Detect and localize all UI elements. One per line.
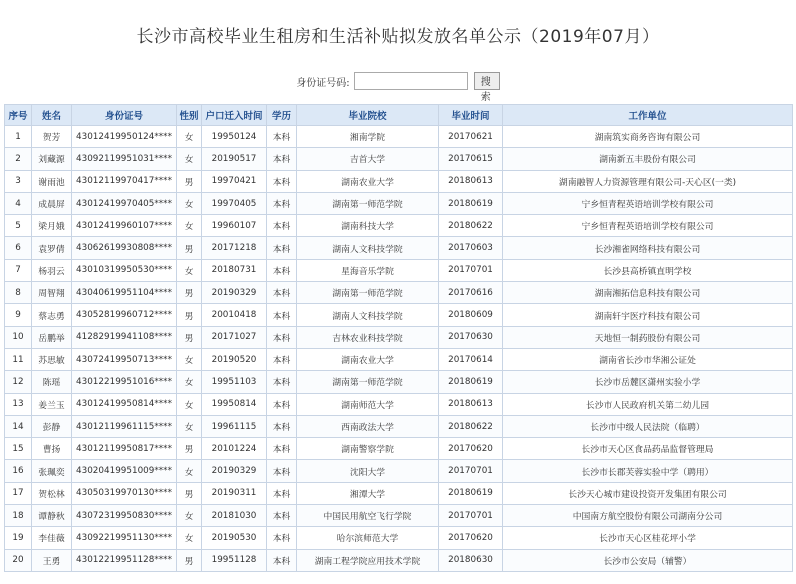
cell-index: 6 [5, 237, 32, 259]
cell-degree: 本科 [267, 237, 297, 259]
cell-school: 吉林农业科技学院 [297, 326, 439, 348]
cell-gender: 女 [177, 348, 202, 370]
cell-id: 43092219951130**** [72, 527, 177, 549]
cell-grad-date: 20180619 [439, 192, 503, 214]
cell-hukou-date: 19970405 [202, 192, 267, 214]
table-row [5, 259, 793, 281]
cell-grad-date: 20180630 [439, 549, 503, 571]
cell-school: 湖南第一师范学院 [297, 282, 439, 304]
cell-gender: 女 [177, 148, 202, 170]
cell-name: 曹扬 [32, 438, 72, 460]
cell-school: 湖南工程学院应用技术学院 [297, 549, 439, 571]
cell-degree: 本科 [267, 348, 297, 370]
cell-degree: 本科 [267, 549, 297, 571]
cell-employer: 湖南省长沙市华湘公证处 [503, 348, 793, 370]
cell-degree: 本科 [267, 527, 297, 549]
cell-degree: 本科 [267, 460, 297, 482]
cell-index: 17 [5, 482, 32, 504]
cell-school: 湖南师范大学 [297, 393, 439, 415]
cell-gender: 男 [177, 549, 202, 571]
cell-degree: 本科 [267, 192, 297, 214]
cell-hukou-date: 19951103 [202, 371, 267, 393]
search-bar [0, 70, 796, 103]
cell-grad-date: 20170621 [439, 126, 503, 148]
table-row [5, 282, 793, 304]
cell-index: 16 [5, 460, 32, 482]
cell-index: 3 [5, 170, 32, 192]
cell-hukou-date: 19961115 [202, 415, 267, 437]
cell-id: 43012119970417**** [72, 170, 177, 192]
cell-grad-date: 20170701 [439, 460, 503, 482]
cell-employer: 长沙市岳麓区潇州实验小学 [503, 371, 793, 393]
cell-gender: 女 [177, 259, 202, 281]
cell-name: 梁月娥 [32, 215, 72, 237]
cell-grad-date: 20170701 [439, 259, 503, 281]
cell-id: 43020419951009**** [72, 460, 177, 482]
cell-school: 湖南警察学院 [297, 438, 439, 460]
cell-name: 袁罗倩 [32, 237, 72, 259]
cell-index: 13 [5, 393, 32, 415]
cell-hukou-date: 20171027 [202, 326, 267, 348]
cell-grad-date: 20170630 [439, 326, 503, 348]
cell-school: 湖南人文科技学院 [297, 304, 439, 326]
cell-employer: 长沙市长郡芙蓉实验中学（聘用） [503, 460, 793, 482]
cell-id: 43012419970405**** [72, 192, 177, 214]
cell-grad-date: 20180622 [439, 415, 503, 437]
cell-grad-date: 20180613 [439, 393, 503, 415]
cell-hukou-date: 20190311 [202, 482, 267, 504]
cell-index: 9 [5, 304, 32, 326]
col-header-name: 姓名 [32, 105, 72, 126]
cell-school: 星海音乐学院 [297, 259, 439, 281]
table-header-row [5, 105, 793, 126]
cell-id: 43012419960107**** [72, 215, 177, 237]
cell-name: 岳鹏举 [32, 326, 72, 348]
cell-id: 43012219951016**** [72, 371, 177, 393]
cell-employer: 湖南新五丰股份有限公司 [503, 148, 793, 170]
table-row [5, 549, 793, 571]
cell-gender: 男 [177, 438, 202, 460]
col-header-employer: 工作单位 [503, 105, 793, 126]
cell-employer: 长沙天心城市建设投资开发集团有限公司 [503, 482, 793, 504]
col-header-index: 序号 [5, 105, 32, 126]
cell-id: 43012419950124**** [72, 126, 177, 148]
cell-name: 贺松林 [32, 482, 72, 504]
cell-index: 20 [5, 549, 32, 571]
table-row [5, 192, 793, 214]
cell-school: 中国民用航空飞行学院 [297, 505, 439, 527]
cell-employer: 长沙市天心区食品药品监督管理局 [503, 438, 793, 460]
cell-employer: 长沙市人民政府机关第二幼儿园 [503, 393, 793, 415]
cell-school: 湖南人文科技学院 [297, 237, 439, 259]
cell-employer: 湖南轩宇医疗科技有限公司 [503, 304, 793, 326]
cell-id: 43040619951104**** [72, 282, 177, 304]
cell-name: 陈瑶 [32, 371, 72, 393]
col-header-id: 身份证号 [72, 105, 177, 126]
cell-name: 李佳薇 [32, 527, 72, 549]
cell-hukou-date: 19950124 [202, 126, 267, 148]
cell-hukou-date: 20101224 [202, 438, 267, 460]
col-header-grad-date: 毕业时间 [439, 105, 503, 126]
table-row [5, 527, 793, 549]
cell-school: 吉首大学 [297, 148, 439, 170]
table-row [5, 326, 793, 348]
cell-id: 43092119951031**** [72, 148, 177, 170]
table-row [5, 304, 793, 326]
cell-id: 43050319970130**** [72, 482, 177, 504]
cell-index: 18 [5, 505, 32, 527]
cell-id: 43052819960712**** [72, 304, 177, 326]
cell-name: 谭静秋 [32, 505, 72, 527]
cell-index: 11 [5, 348, 32, 370]
cell-employer: 天地恒一制药股份有限公司 [503, 326, 793, 348]
cell-hukou-date: 19970421 [202, 170, 267, 192]
cell-degree: 本科 [267, 326, 297, 348]
cell-grad-date: 20170620 [439, 438, 503, 460]
cell-grad-date: 20170603 [439, 237, 503, 259]
cell-index: 10 [5, 326, 32, 348]
cell-name: 周智翔 [32, 282, 72, 304]
cell-school: 西南政法大学 [297, 415, 439, 437]
cell-id: 43010319950530**** [72, 259, 177, 281]
cell-id: 43012219951128**** [72, 549, 177, 571]
cell-gender: 男 [177, 304, 202, 326]
cell-hukou-date: 19960107 [202, 215, 267, 237]
col-header-hukou-date: 户口迁入时间 [202, 105, 267, 126]
cell-grad-date: 20170616 [439, 282, 503, 304]
cell-degree: 本科 [267, 482, 297, 504]
cell-index: 14 [5, 415, 32, 437]
cell-hukou-date: 19950814 [202, 393, 267, 415]
id-number-input[interactable] [354, 72, 468, 90]
cell-employer: 长沙县高桥镇直明学校 [503, 259, 793, 281]
cell-id: 43012119961115**** [72, 415, 177, 437]
cell-hukou-date: 20190329 [202, 282, 267, 304]
cell-name: 贺芳 [32, 126, 72, 148]
cell-index: 1 [5, 126, 32, 148]
cell-name: 张珮奕 [32, 460, 72, 482]
table-row [5, 393, 793, 415]
cell-school: 湖南农业大学 [297, 170, 439, 192]
cell-employer: 宁乡恒青程英语培训学校有限公司 [503, 215, 793, 237]
cell-degree: 本科 [267, 371, 297, 393]
cell-hukou-date: 20010418 [202, 304, 267, 326]
table-row [5, 148, 793, 170]
cell-hukou-date: 20171218 [202, 237, 267, 259]
cell-id: 43062619930808**** [72, 237, 177, 259]
cell-grad-date: 20180613 [439, 170, 503, 192]
cell-hukou-date: 20190329 [202, 460, 267, 482]
cell-degree: 本科 [267, 393, 297, 415]
cell-name: 姜兰玉 [32, 393, 72, 415]
table-row [5, 482, 793, 504]
cell-school: 湖南第一师范学院 [297, 192, 439, 214]
cell-employer: 湖南融智人力资源管理有限公司-天心区(一类) [503, 170, 793, 192]
cell-school: 哈尔滨师范大学 [297, 527, 439, 549]
table-row [5, 126, 793, 148]
cell-grad-date: 20180609 [439, 304, 503, 326]
table-row [5, 505, 793, 527]
cell-index: 12 [5, 371, 32, 393]
cell-name: 谢雨池 [32, 170, 72, 192]
page-title: 长沙市高校毕业生租房和生活补贴拟发放名单公示（2019年07月） [136, 27, 660, 47]
cell-gender: 女 [177, 505, 202, 527]
cell-index: 7 [5, 259, 32, 281]
cell-hukou-date: 20181030 [202, 505, 267, 527]
cell-id: 43012419950814**** [72, 393, 177, 415]
col-header-gender: 性别 [177, 105, 202, 126]
table-row [5, 371, 793, 393]
cell-grad-date: 20170701 [439, 505, 503, 527]
cell-grad-date: 20170615 [439, 148, 503, 170]
table-row [5, 415, 793, 437]
cell-degree: 本科 [267, 282, 297, 304]
cell-gender: 女 [177, 527, 202, 549]
cell-index: 19 [5, 527, 32, 549]
cell-degree: 本科 [267, 304, 297, 326]
cell-gender: 男 [177, 282, 202, 304]
cell-gender: 男 [177, 237, 202, 259]
cell-index: 4 [5, 192, 32, 214]
cell-hukou-date: 20180731 [202, 259, 267, 281]
cell-degree: 本科 [267, 438, 297, 460]
col-header-school: 毕业院校 [297, 105, 439, 126]
cell-name: 成晨屏 [32, 192, 72, 214]
cell-index: 5 [5, 215, 32, 237]
cell-gender: 男 [177, 326, 202, 348]
table-row [5, 438, 793, 460]
table-row [5, 460, 793, 482]
search-button[interactable]: 搜 索 [474, 72, 500, 90]
cell-gender: 男 [177, 170, 202, 192]
cell-gender: 女 [177, 415, 202, 437]
cell-index: 2 [5, 148, 32, 170]
cell-name: 王勇 [32, 549, 72, 571]
cell-degree: 本科 [267, 259, 297, 281]
cell-grad-date: 20180619 [439, 371, 503, 393]
cell-id: 43072319950830**** [72, 505, 177, 527]
cell-degree: 本科 [267, 505, 297, 527]
cell-hukou-date: 20190517 [202, 148, 267, 170]
cell-degree: 本科 [267, 415, 297, 437]
cell-school: 湖南第一师范学院 [297, 371, 439, 393]
recipient-table [4, 104, 793, 572]
cell-school: 湘南学院 [297, 126, 439, 148]
cell-id: 43072419950713**** [72, 348, 177, 370]
cell-gender: 女 [177, 393, 202, 415]
cell-name: 蔡志勇 [32, 304, 72, 326]
cell-name: 彭静 [32, 415, 72, 437]
table-row [5, 348, 793, 370]
cell-degree: 本科 [267, 148, 297, 170]
cell-hukou-date: 20190520 [202, 348, 267, 370]
id-number-label: 身份证号码: [296, 77, 350, 89]
cell-employer: 湖南筑实商务咨询有限公司 [503, 126, 793, 148]
table-body [5, 126, 793, 572]
cell-grad-date: 20180619 [439, 482, 503, 504]
table-row [5, 215, 793, 237]
cell-gender: 女 [177, 126, 202, 148]
cell-employer: 长沙湘雀网络科技有限公司 [503, 237, 793, 259]
cell-gender: 女 [177, 460, 202, 482]
cell-employer: 长沙市中级人民法院（临聘） [503, 415, 793, 437]
cell-employer: 中国南方航空股份有限公司湖南分公司 [503, 505, 793, 527]
cell-hukou-date: 19951128 [202, 549, 267, 571]
cell-employer: 湖南湘拓信息科技有限公司 [503, 282, 793, 304]
cell-school: 沈阳大学 [297, 460, 439, 482]
cell-employer: 长沙市公安局（辅警） [503, 549, 793, 571]
cell-school: 湖南科技大学 [297, 215, 439, 237]
cell-degree: 本科 [267, 126, 297, 148]
cell-gender: 女 [177, 371, 202, 393]
cell-employer: 长沙市天心区桂花坪小学 [503, 527, 793, 549]
cell-gender: 女 [177, 192, 202, 214]
cell-gender: 女 [177, 215, 202, 237]
cell-degree: 本科 [267, 215, 297, 237]
cell-name: 刘藏源 [32, 148, 72, 170]
cell-name: 苏思敏 [32, 348, 72, 370]
cell-school: 湖南农业大学 [297, 348, 439, 370]
cell-grad-date: 20170620 [439, 527, 503, 549]
cell-index: 15 [5, 438, 32, 460]
cell-gender: 男 [177, 482, 202, 504]
cell-employer: 宁乡恒青程英语培训学校有限公司 [503, 192, 793, 214]
cell-name: 杨羽云 [32, 259, 72, 281]
cell-grad-date: 20180622 [439, 215, 503, 237]
cell-id: 41282919941108**** [72, 326, 177, 348]
cell-school: 湘潭大学 [297, 482, 439, 504]
cell-index: 8 [5, 282, 32, 304]
table-row [5, 170, 793, 192]
cell-grad-date: 20170614 [439, 348, 503, 370]
cell-id: 43012119950817**** [72, 438, 177, 460]
col-header-degree: 学历 [267, 105, 297, 126]
table-row [5, 237, 793, 259]
cell-hukou-date: 20190530 [202, 527, 267, 549]
cell-degree: 本科 [267, 170, 297, 192]
